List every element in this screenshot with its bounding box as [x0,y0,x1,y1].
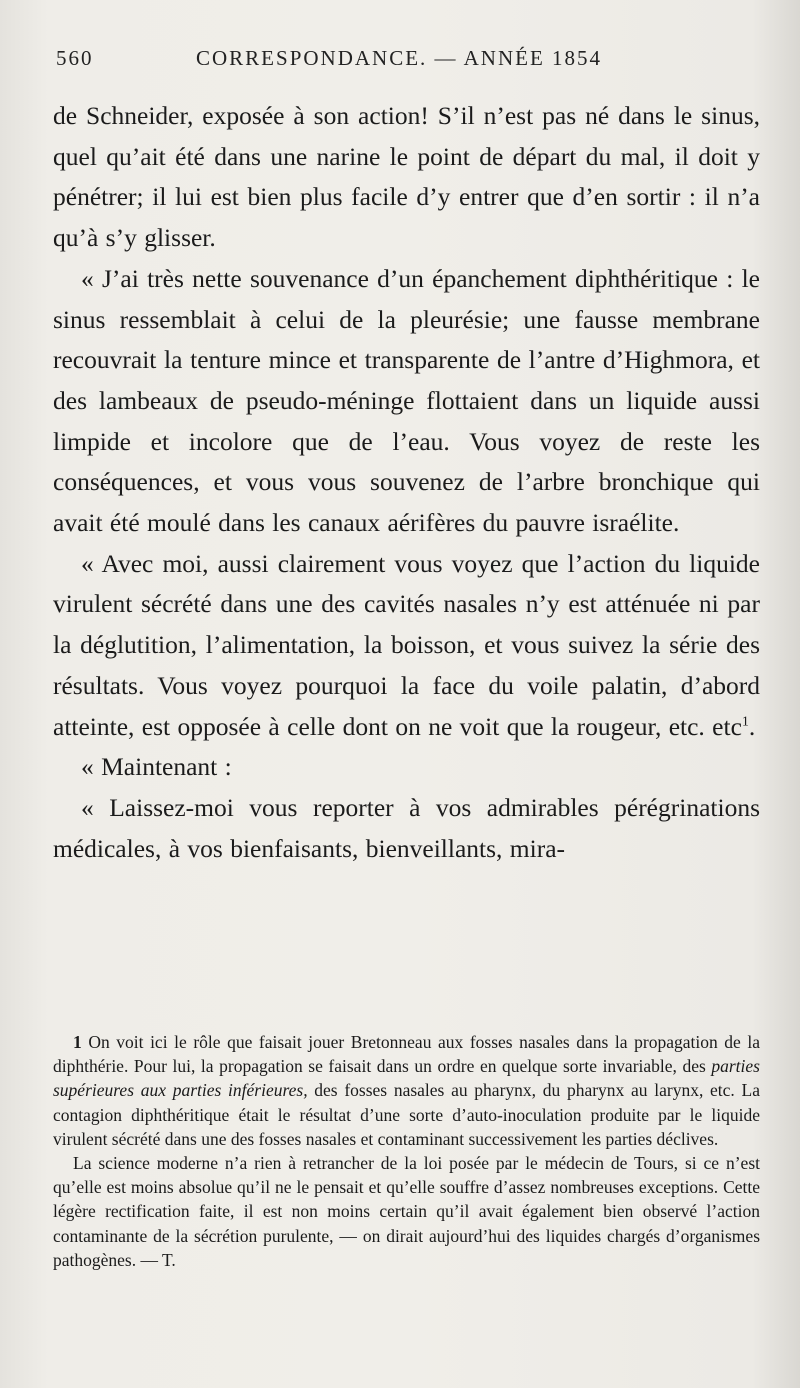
page-number: 560 [56,46,94,70]
paragraph-3-text: « Avec moi, aussi clairement vous voyez que l’action du liquide virulent sécrété dans une des cavités nasales n’y est atténuée ni par la déglutition, l’alimentation, la boisson, et vous suivez la série des résultats. Vous voyez pourquoi la face du voile palatin, d’abord atteinte, est opposée à celle dont on ne voit que la rougeur, etc. etc [53,548,760,741]
footnote-1-text-a: On voit ici le rôle que faisait jouer Bretonneau aux fosses nasales dans la propagation de la diphthérie. Pour lui, la propagation se faisait dans un ordre en quelque sorte invariable, des [53,1032,760,1077]
footnotes [53,1030,760,1272]
footnote-2: La science moderne n’a rien à retrancher de la loi posée par le médecin de Tours, si ce n’est qu’elle est moins absolue qu’il ne le pensait et qu’elle souffre d’assez nombreuses exceptions. Cette légère rectification faite, il est non moins certain qu’il avait également bien observé l’action contaminante de la sécrétion purulente, — on dirait aujourd’hui des liquides chargés d’organismes pathogènes. — T. [53,1153,760,1270]
footnote-1-italic: parties supérieures aux parties inférieures, [53,1056,760,1101]
paragraph-4: « Maintenant : [81,752,232,782]
paragraph-5: « Laissez-moi vous reporter à vos admirables pérégrinations médicales, à vos bienfaisants, bienveillants, mira- [53,792,760,863]
footnote-1 [53,1030,760,1151]
main-text [53,96,760,869]
paragraph-1: de Schneider, exposée à son action! S’il n’est pas né dans le sinus, quel qu’ait été dans une narine le point de départ du mal, il doit y pénétrer; il lui est bien plus facile d’y entrer que d’en sortir : il n’a qu’à s’y glisser. [53,101,760,253]
running-header [56,46,760,76]
footnote-marker: 1 [741,714,749,730]
paragraph-2: « J’ai très nette souvenance d’un épanchement diphthéritique : le sinus ressemblait à celui de la pleurésie; une fausse membrane recouvrait la tenture mince et transparente de l’antre d’Highmora, et des lambeaux de pseudo-méninge flottaient dans un liquide aussi limpide et incolore que de l’eau. Vous voyez de reste les conséquences, et vous vous souvenez de l’arbre bronchique qui avait été moulé dans les canaux aérifères du pauvre israélite. [53,263,760,538]
footnote-1-number: 1 [73,1032,82,1052]
paragraph-3 [53,544,760,748]
paragraph-3-end: . [748,711,756,741]
running-title: CORRESPONDANCE. — ANNÉE 1854 [196,46,603,70]
footnote-1-text-b: des fosses nasales au pharynx, du pharynx au larynx, etc. La contagion diphthéritique était le résultat d’une sorte d’auto-inoculation produite par le liquide virulent sécrété dans une des fosses nasales et contaminant successivement les parties déclives. [53,1080,760,1149]
